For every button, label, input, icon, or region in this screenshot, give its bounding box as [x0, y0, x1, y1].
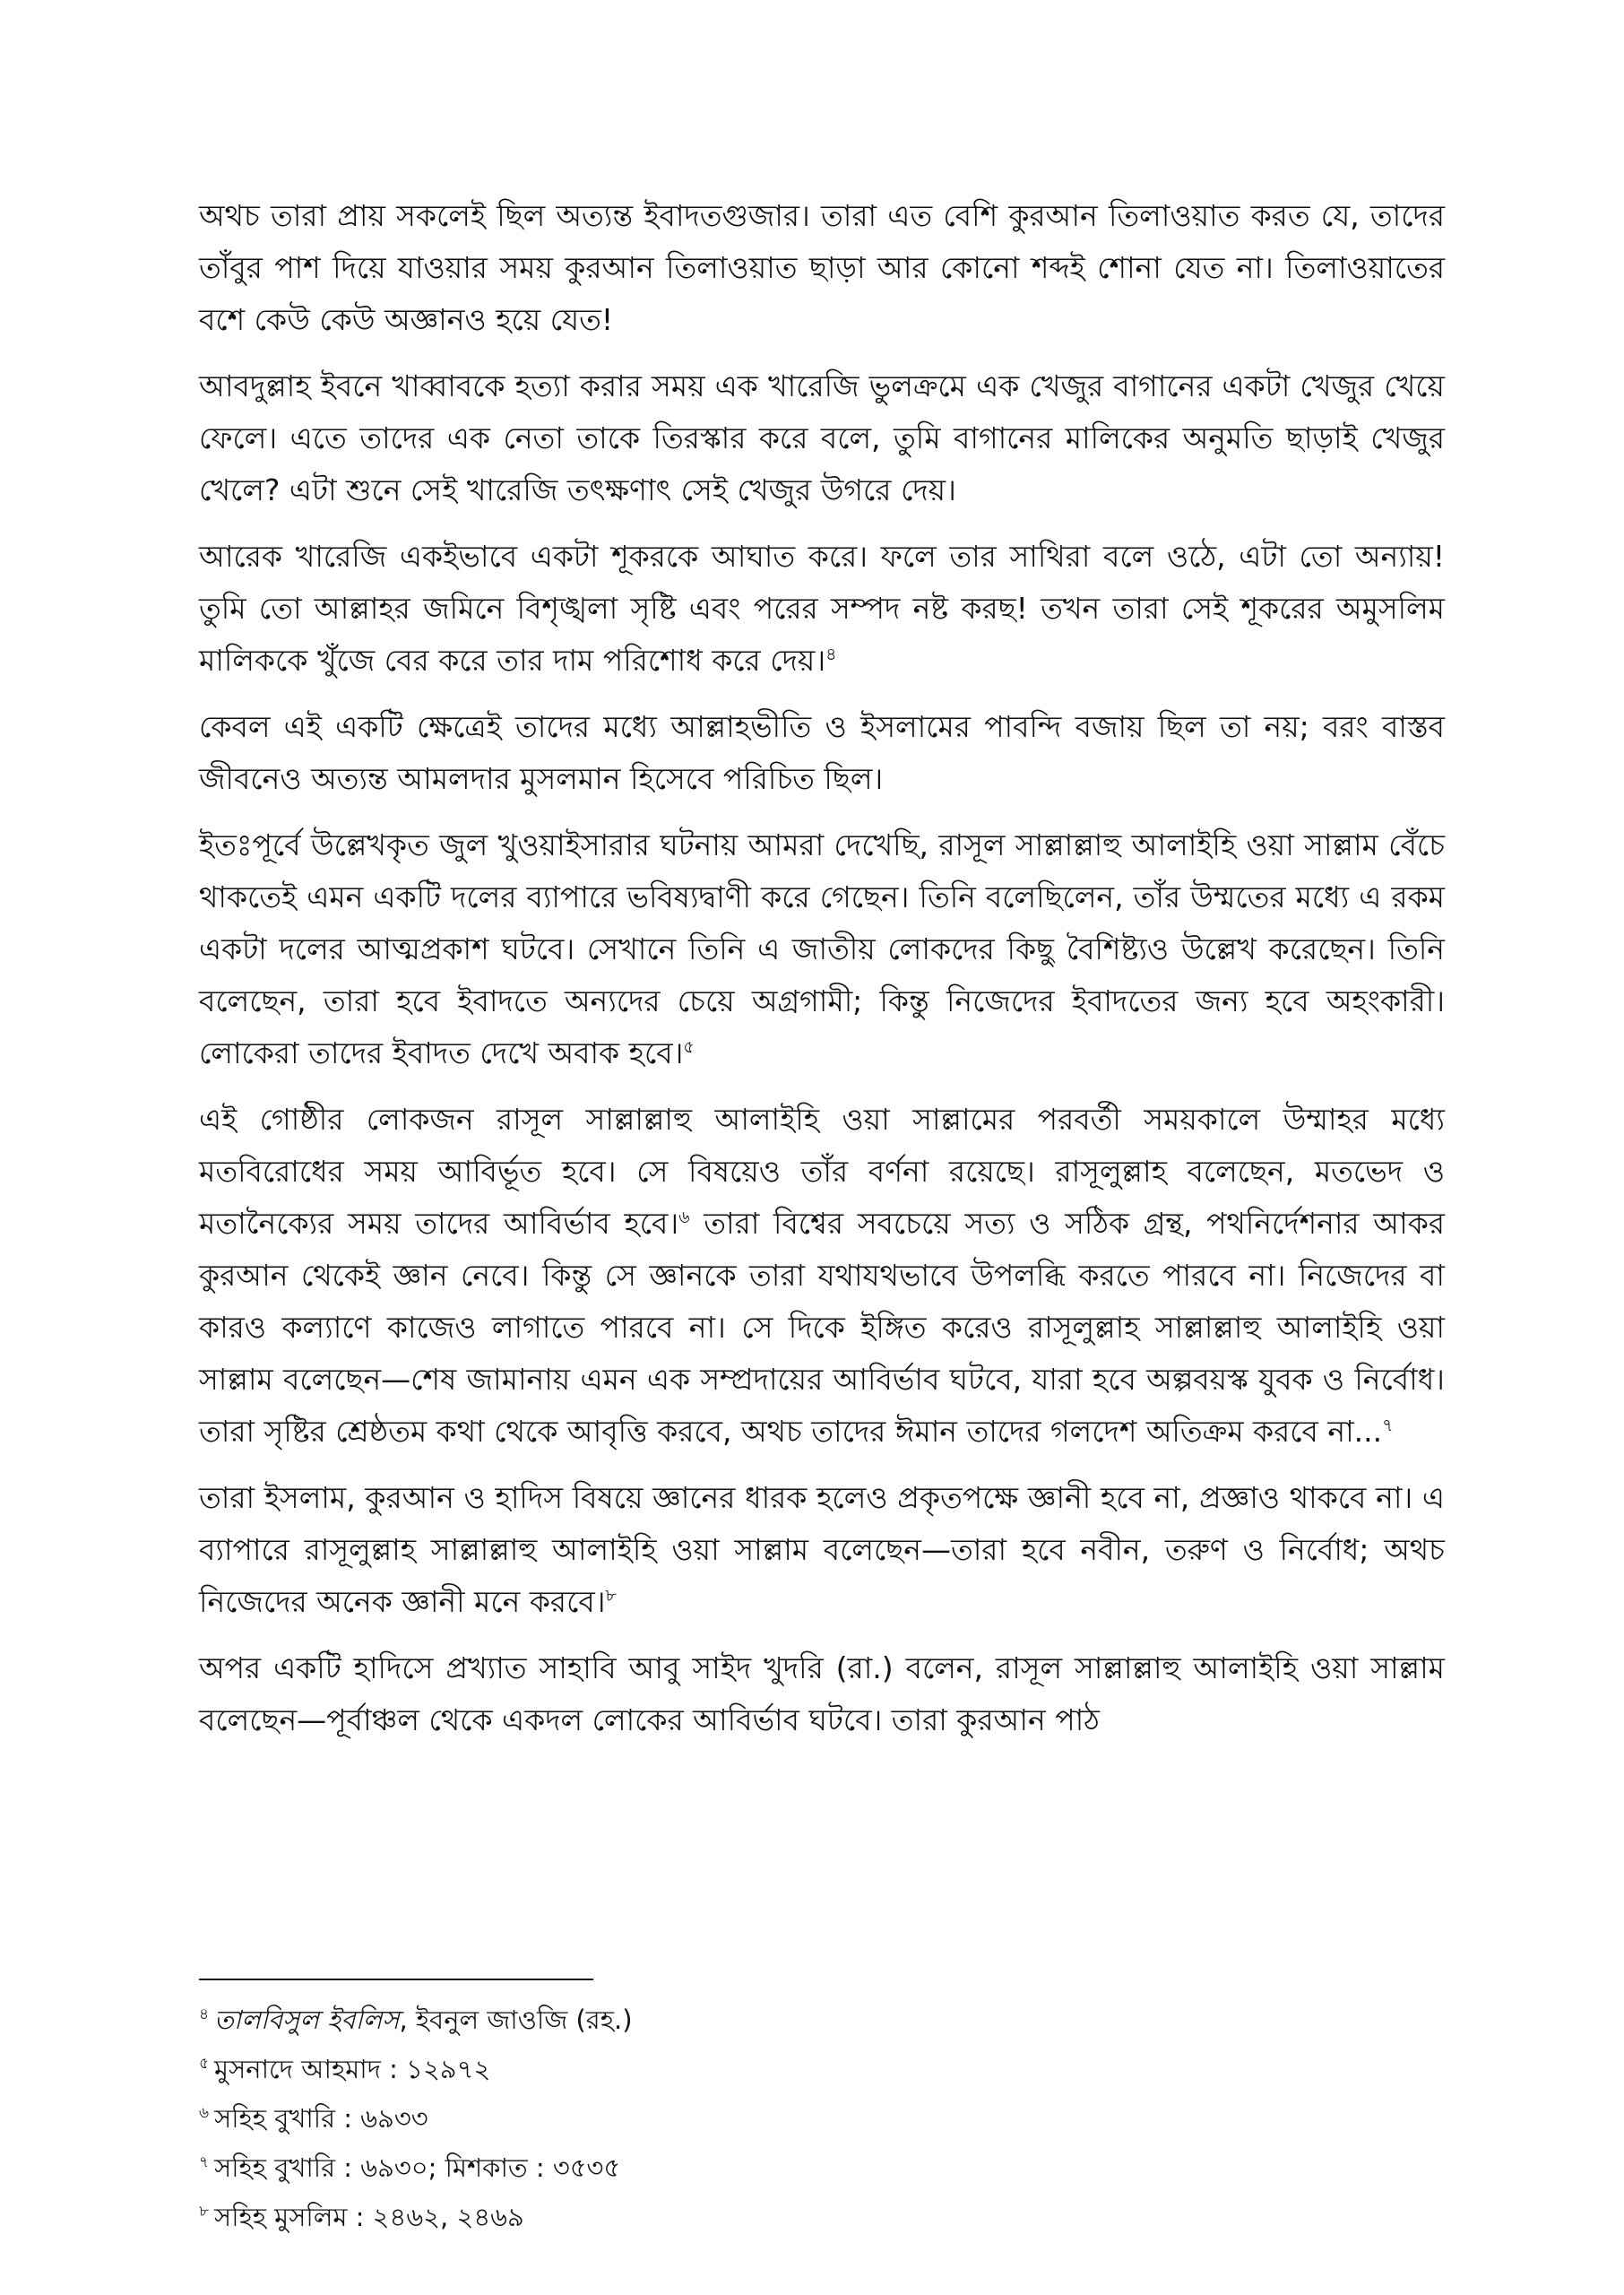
footnote-text: সহিহ বুখারি : ৬৯৩৩: [214, 2103, 428, 2134]
paragraph-8: [199, 1642, 1445, 1746]
footnote-mark: ৭: [199, 2153, 210, 2172]
footnote-text: সহিহ মুসলিম : ২৪৬২, ২৪৬৯: [214, 2202, 524, 2232]
paragraph-text: তারা ইসলাম, কুরআন ও হাদিস বিষয়ে জ্ঞানের ধারক হলেও প্রকৃতপক্ষে জ্ঞানী হবে না, প্রজ্ঞাও থাকবে না। এ ব্যাপারে রাসূলুল্লাহ সাল্লাল্লাহু আলাইহি ওয়া সাল্লাম বলেছেন—তারা হবে নবীন, তরুণ ও নির্বোধ; অথচ নিজেদের অনেক জ্ঞানী মনে করবে।: [199, 1480, 1445, 1619]
footnote-mark: ৮: [199, 2203, 210, 2221]
paragraph-7: [199, 1472, 1445, 1628]
paragraph-4: [199, 701, 1445, 805]
paragraph-2: [199, 360, 1445, 516]
footnote-item: [199, 2045, 1445, 2094]
paragraph-text: অথচ তারা প্রায় সকলেই ছিল অত্যন্ত ইবাদতগুজার। তারা এত বেশি কুরআন তিলাওয়াত করত যে, তাদের তাঁবুর পাশ দিয়ে যাওয়ার সময় কুরআন তিলাওয়াত ছাড়া আর কোনো শব্দই শোনা যেত না। তিলাওয়াতের বশে কেউ কেউ অজ্ঞানও হয়ে যেত!: [199, 198, 1445, 337]
footnote-text: , ইবনুল জাওজি (রহ.): [399, 2005, 633, 2035]
footnote-item: [199, 2193, 1445, 2242]
paragraph-text: আরেক খারেজি একইভাবে একটা শূকরকে আঘাত করে। ফলে তার সাথিরা বলে ওঠে, এটা তো অন্যায়! তুমি তো আল্লাহর জমিনে বিশৃঙ্খলা সৃষ্টি এবং পরের সম্পদ নষ্ট করছ! তখন তারা সেই শূকরের অমুসলিম মালিককে খুঁজে বের করে তার দাম পরিশোধ করে দেয়।: [199, 539, 1445, 678]
footnote-item: [199, 2094, 1445, 2143]
paragraph-text: তারা বিশ্বের সবচেয়ে সত্য ও সঠিক গ্রন্থ, পথনির্দেশনার আকর কুরআন থেকেই জ্ঞান নেবে। কিন্তু সে জ্ঞানকে তারা যথাযথভাবে উপলব্ধি করতে পারবে না। নিজেদের বা কারও কল্যাণে কাজেও লাগাতে পারবে না। সে দিকে ইঙ্গিত করেও রাসূলুল্লাহ সাল্লাল্লাহু আলাইহি ওয়া সাল্লাম বলেছেন—শেষ জামানায় এমন এক সম্প্রদায়ের আবির্ভাব ঘটবে, যারা হবে অল্পবয়স্ক যুবক ও নির্বোধ। তারা সৃষ্টির শ্রেষ্ঠতম কথা থেকে আবৃত্তি করবে, অথচ তাদের ঈমান তাদের গলদেশ অতিক্রম করবে না...: [199, 1206, 1445, 1449]
paragraph-text: ইতঃপূর্বে উল্লেখকৃত জুল খুওয়াইসারার ঘটনায় আমরা দেখেছি, রাসূল সাল্লাল্লাহু আলাইহি ওয়া সাল্লাম বেঁচে থাকতেই এমন একটি দলের ব্যাপারে ভবিষ্যদ্বাণী করে গেছেন। তিনি বলেছিলেন, তাঁর উম্মতের মধ্যে এ রকম একটা দলের আত্মপ্রকাশ ঘটবে। সেখানে তিনি এ জাতীয় লোকদের কিছু বৈশিষ্ট্যও উল্লেখ করেছেন। তিনি বলেছেন, তারা হবে ইবাদতে অন্যদের চেয়ে অগ্রগামী; কিন্তু নিজেদের ইবাদতের জন্য হবে অহংকারী। লোকেরা তাদের ইবাদত দেখে অবাক হবে।: [199, 827, 1445, 1070]
footnote-mark: ৬: [199, 2104, 210, 2123]
body-text: [199, 190, 1445, 1761]
footnote-item: [199, 2143, 1445, 2193]
footnote-text: সহিহ বুখারি : ৬৯৩০; মিশকাত : ৩৫৩৫: [214, 2152, 621, 2183]
footnote-text: মুসনাদে আহমাদ : ১২৯৭২: [214, 2054, 491, 2084]
footnote-ref[interactable]: ৮: [605, 1586, 617, 1606]
paragraph-text: অপর একটি হাদিসে প্রখ্যাত সাহাবি আবু সাইদ খুদরি (রা.) বলেন, রাসূল সাল্লাল্লাহু আলাইহি ওয়া সাল্লাম বলেছেন—পূর্বাঞ্চল থেকে একদল লোকের আবির্ভাব ঘটবে। তারা কুরআন পাঠ: [199, 1650, 1445, 1737]
paragraph-3: [199, 531, 1445, 687]
footnote-book-title: তালবিসুল ইবলিস: [214, 2005, 400, 2035]
paragraph-1: [199, 190, 1445, 346]
footnote-mark: ৪: [199, 2005, 210, 2024]
paragraph-text: কেবল এই একটি ক্ষেত্রেই তাদের মধ্যে আল্লাহভীতি ও ইসলামের পাবন্দি বজায় ছিল তা নয়; বরং বাস্তব জীবনেও অত্যন্ত আমলদার মুসলমান হিসেবে পরিচিত ছিল।: [199, 709, 1445, 796]
paragraph-5: [199, 819, 1445, 1079]
paragraph-text: আবদুল্লাহ ইবনে খাব্বাবকে হত্যা করার সময় এক খারেজি ভুলক্রমে এক খেজুর বাগানের একটা খেজুর খেয়ে ফেলে। এতে তাদের এক নেতা তাকে তিরস্কার করে বলে, তুমি বাগানের মালিকের অনুমতি ছাড়াই খেজুর খেলে? এটা শুনে সেই খারেজি তৎক্ষণাৎ সেই খেজুর উগরে দেয়।: [199, 368, 1445, 507]
paragraph-text: এই গোষ্ঠীর লোকজন রাসূল সাল্লাল্লাহু আলাইহি ওয়া সাল্লামের পরবর্তী সময়কালে উম্মাহর মধ্যে মতবিরোধের সময় আবির্ভূত হবে। সে বিষয়েও তাঁর বর্ণনা রয়েছে। রাসূলুল্লাহ বলেছেন, মতভেদ ও মতানৈক্যের সময় তাদের আবির্ভাব হবে।: [199, 1102, 1445, 1241]
footnote-item: [199, 1996, 1445, 2045]
footnote-ref[interactable]: ৫: [683, 1037, 695, 1057]
footnote-mark: ৫: [199, 2055, 210, 2074]
paragraph-6: [199, 1094, 1445, 1458]
footnote-ref[interactable]: ৭: [1382, 1416, 1394, 1435]
footnote-divider: [199, 1979, 593, 1980]
footnote-ref[interactable]: ৪: [825, 645, 837, 664]
footnote-ref[interactable]: ৬: [678, 1208, 690, 1227]
footnotes: [199, 1996, 1445, 2242]
